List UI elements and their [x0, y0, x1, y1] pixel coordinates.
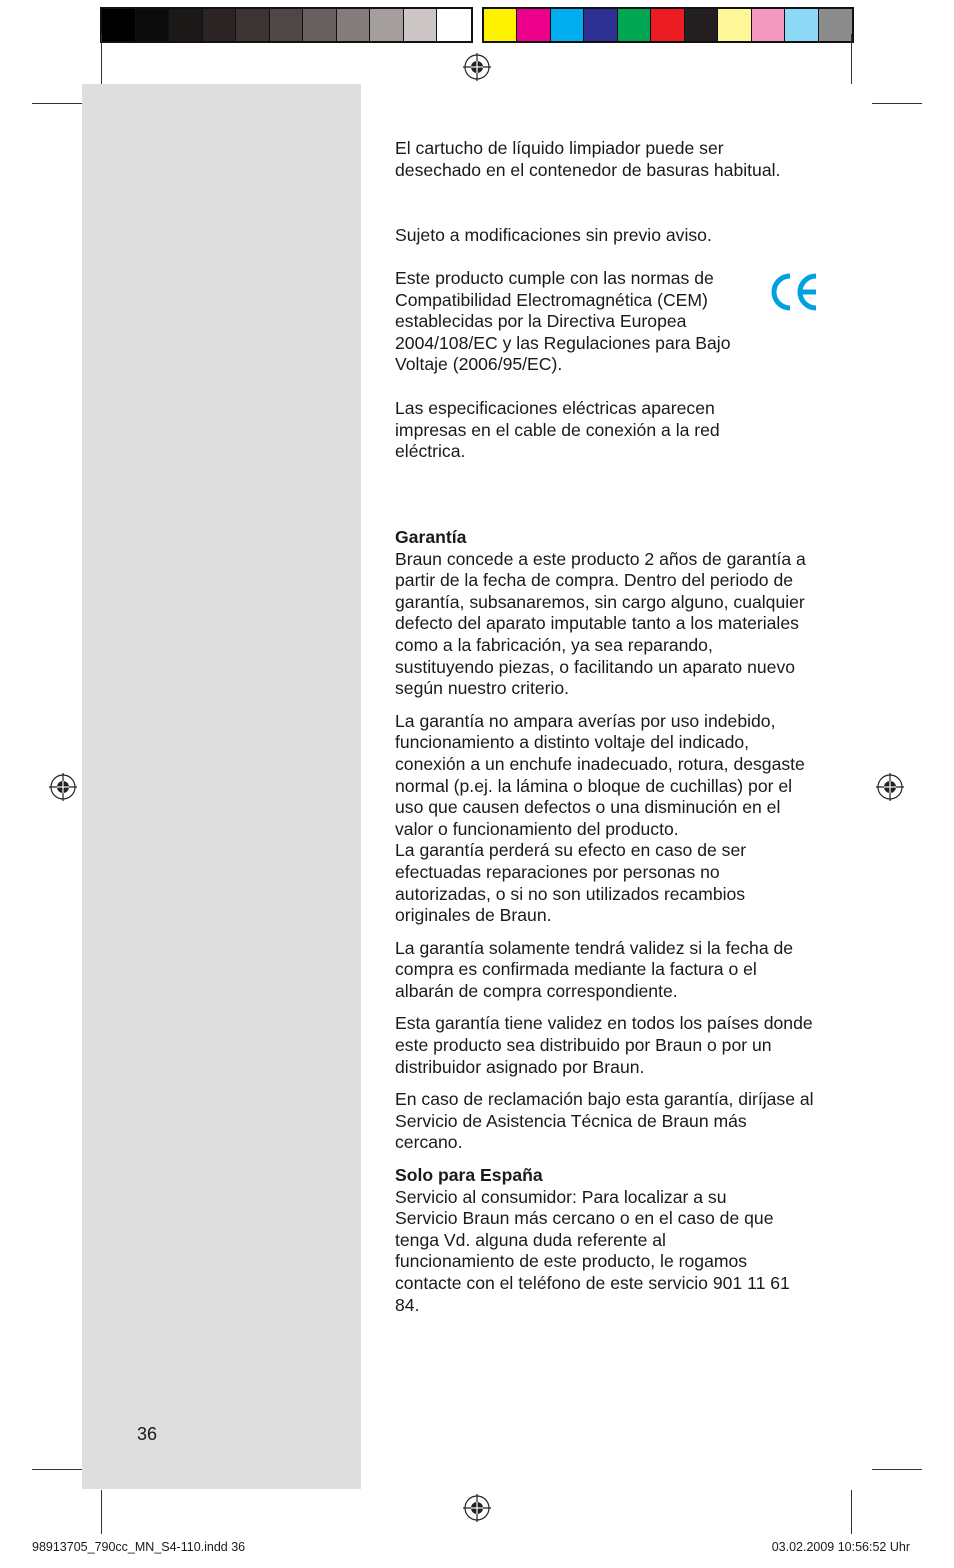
- registration-mark-icon: [463, 1494, 491, 1522]
- crop-mark: [32, 1469, 82, 1470]
- color-swatch: [303, 9, 337, 41]
- color-swatch: [618, 9, 652, 41]
- color-swatch: [584, 9, 618, 41]
- warranty-paragraph: En caso de reclamación bajo esta garantía, diríjase al Servicio de Asistencia Técnica de Braun más cercano.: [395, 1089, 814, 1153]
- color-swatch: [437, 9, 471, 41]
- color-swatch: [203, 9, 237, 41]
- color-swatch: [337, 9, 371, 41]
- spain-service-paragraph: Servicio al consumidor: Para localizar a su Servicio Braun más cercano o en el caso de que tenga Vd. alguna duda referente al funcionamiento de este producto, le rogamos contacte con el teléfono de este servicio 901 11 61 84.: [395, 1186, 790, 1315]
- color-swatch: [517, 9, 551, 41]
- color-swatch: [102, 9, 136, 41]
- color-swatch: [551, 9, 585, 41]
- page-number: 36: [137, 1424, 158, 1444]
- color-swatch: [785, 9, 819, 41]
- warranty-paragraph: La garantía perderá su efecto en caso de ser efectuadas reparaciones por personas no autorizadas, o si no son utilizados recambios originales de Braun.: [395, 840, 747, 926]
- modifications-notice: Sujeto a modificaciones sin previo aviso.: [395, 225, 712, 245]
- color-swatch: [685, 9, 719, 41]
- warranty-paragraph: La garantía no ampara averías por uso indebido, funcionamiento a distinto voltaje del indicado, conexión a un enchufe inadecuado, rotura, desgaste normal (p.ej. la lámina o bloque de cuchillas) por el uso que causen defectos o una disminución en el valor o funcionamiento del producto.: [395, 710, 805, 839]
- crop-mark: [101, 34, 102, 84]
- color-swatches: [482, 7, 855, 43]
- footer-timestamp: 03.02.2009 10:56:52 Uhr: [771, 1540, 910, 1554]
- color-swatch: [484, 9, 518, 41]
- crop-mark: [32, 103, 82, 104]
- color-swatch: [404, 9, 438, 41]
- color-swatch: [169, 9, 203, 41]
- registration-mark-icon: [463, 53, 491, 81]
- color-swatch: [651, 9, 685, 41]
- crop-mark: [101, 1490, 102, 1534]
- footer-filename: 98913705_790cc_MN_S4-110.indd 36: [32, 1540, 246, 1554]
- ce-mark-icon: [768, 270, 820, 314]
- electrical-specs-paragraph: Las especificaciones eléctricas aparecen impresas en el cable de conexión a la red eléctrica.: [395, 398, 720, 462]
- color-swatch: [819, 9, 853, 41]
- color-swatch: [752, 9, 786, 41]
- color-swatch: [136, 9, 170, 41]
- color-swatch: [270, 9, 304, 41]
- color-swatch: [236, 9, 270, 41]
- crop-mark: [872, 103, 922, 104]
- crop-mark: [872, 1469, 922, 1470]
- registration-mark-icon: [49, 773, 77, 801]
- warranty-paragraph: Braun concede a este producto 2 años de garantía a partir de la fecha de compra. Dentro del periodo de garantía, subsanaremos, sin cargo alguno, cualquier defecto del aparato imputable tanto a los materiales como a la fabricación, ya sea reparando, sustituyendo piezas, o facilitando un aparato nuevo según nuestro criterio.: [395, 548, 806, 699]
- grayscale-swatches: [100, 7, 473, 43]
- warranty-heading: Garantía: [395, 527, 467, 547]
- disposal-paragraph: El cartucho de líquido limpiador puede ser desechado en el contenedor de basuras habitual.: [395, 138, 781, 180]
- color-swatch: [718, 9, 752, 41]
- registration-mark-icon: [876, 773, 904, 801]
- crop-mark: [851, 1490, 852, 1534]
- crop-mark: [851, 34, 852, 84]
- warranty-paragraph: Esta garantía tiene validez en todos los países donde este producto sea distribuido por Braun o por un distribuidor asignado por Braun.: [395, 1013, 813, 1077]
- warranty-paragraph: La garantía solamente tendrá validez si la fecha de compra es confirmada mediante la factura o el albarán de compra correspondiente.: [395, 937, 794, 1001]
- spain-only-heading: Solo para España: [395, 1165, 543, 1186]
- warranty-section: [395, 527, 815, 1316]
- gray-side-panel: [82, 84, 361, 1489]
- color-calibration-bar: [100, 7, 854, 43]
- cem-compliance-paragraph: Este producto cumple con las normas de Compatibilidad Electromagnética (CEM) establecidas por la Directiva Europea 2004/108/EC y las Regulaciones para Bajo Voltaje (2006/95/EC).: [395, 268, 731, 375]
- color-swatch: [370, 9, 404, 41]
